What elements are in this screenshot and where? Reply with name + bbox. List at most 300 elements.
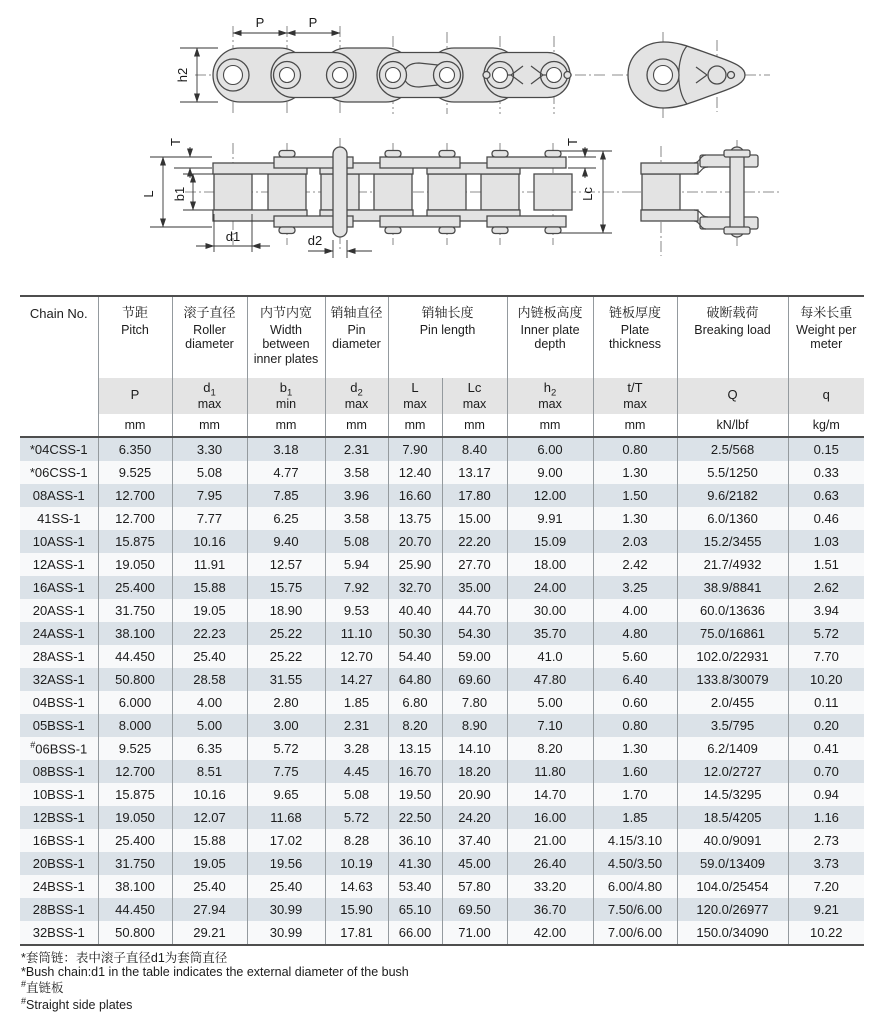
chain-no-cell: 16BSS-1 [32,833,85,848]
value-cell: 5.94 [325,553,388,576]
pin-diameter-label: d2 [307,233,323,248]
value-cell: 14.27 [325,668,388,691]
value-cell: 7.90 [388,437,442,461]
symbol-q: q [788,378,864,414]
value-cell: 25.400 [98,576,172,599]
value-cell: 44.450 [98,898,172,921]
value-cell: 14.5/3295 [677,783,788,806]
value-cell: 11.10 [325,622,388,645]
chain-no-header: Chain No. [20,296,98,437]
value-cell: 9.525 [98,461,172,484]
table-row [20,461,864,484]
value-cell: 3.96 [325,484,388,507]
value-cell: 50.30 [388,622,442,645]
value-cell: 69.50 [442,898,507,921]
value-cell: 21.7/4932 [677,553,788,576]
value-cell: 1.85 [593,806,677,829]
value-cell: 5.08 [325,783,388,806]
chain-no-cell: 28ASS-1 [32,649,85,664]
value-cell: 50.800 [98,668,172,691]
col-header-inner-plate-depth: 内链板高度 Inner plate depth [507,296,593,378]
value-cell: 1.30 [593,461,677,484]
value-cell: 5.5/1250 [677,461,788,484]
value-cell: 26.40 [507,852,593,875]
chain-no-cell: 08BSS-1 [32,764,85,779]
value-cell: 9.53 [325,599,388,622]
value-cell: 19.05 [172,599,247,622]
value-cell: 24.00 [507,576,593,599]
chain-no-cell: 08ASS-1 [32,488,85,503]
symbol-d2: $d_2$ max [325,378,388,414]
footnote-line: #Straight side plates [21,995,133,1012]
value-cell: 16.60 [388,484,442,507]
value-cell: 9.40 [247,530,325,553]
unit-cell: mm [593,414,677,437]
value-cell: 6.350 [98,437,172,461]
value-cell: 1.51 [788,553,864,576]
value-cell: 6.00/4.80 [593,875,677,898]
chain-no-cell: *06CSS-1 [29,465,88,480]
value-cell: 42.00 [507,921,593,945]
value-cell: 3.94 [788,599,864,622]
value-cell: 9.00 [507,461,593,484]
value-cell: 15.2/3455 [677,530,788,553]
symbol-b1: $b_1$ min [247,378,325,414]
chain-no-cell: #06BSS-1 [30,740,88,757]
table-row [20,576,864,599]
value-cell: 9.65 [247,783,325,806]
symbol-L: L max [388,378,442,414]
value-cell: 18.00 [507,553,593,576]
value-cell: 0.11 [788,691,864,714]
value-cell: 28.58 [172,668,247,691]
value-cell: 25.22 [247,622,325,645]
value-cell: 2.0/455 [677,691,788,714]
value-cell: 4.77 [247,461,325,484]
chain-no-cell: 32BSS-1 [32,925,85,940]
chain-drawings-svg [0,0,884,295]
value-cell: 6.25 [247,507,325,530]
unit-cell: mm [247,414,325,437]
value-cell: 27.94 [172,898,247,921]
value-cell: 3.28 [325,737,388,760]
value-cell: 30.00 [507,599,593,622]
value-cell: 25.400 [98,829,172,852]
value-cell: 0.46 [788,507,864,530]
value-cell: 3.30 [172,437,247,461]
value-cell: 12.700 [98,484,172,507]
value-cell: 5.00 [172,714,247,737]
inner-width-label: b1 [172,186,187,202]
table-row [20,921,864,945]
value-cell: 35.70 [507,622,593,645]
value-cell: 38.100 [98,875,172,898]
value-cell: 71.00 [442,921,507,945]
value-cell: 17.02 [247,829,325,852]
value-cell: 133.8/30079 [677,668,788,691]
value-cell: 13.17 [442,461,507,484]
unit-cell: mm [442,414,507,437]
value-cell: 12.00 [507,484,593,507]
value-cell: 3.58 [325,461,388,484]
value-cell: 6.40 [593,668,677,691]
value-cell: 7.10 [507,714,593,737]
chain-no-cell: 04BSS-1 [32,695,85,710]
spec-table-body [20,437,864,945]
chain-no-cell: 28BSS-1 [32,902,85,917]
value-cell: 6.00 [507,437,593,461]
value-cell: 9.525 [98,737,172,760]
value-cell: 38.100 [98,622,172,645]
value-cell: 5.72 [788,622,864,645]
value-cell: 5.72 [325,806,388,829]
value-cell: 2.31 [325,437,388,461]
value-cell: 102.0/22931 [677,645,788,668]
value-cell: 6.000 [98,691,172,714]
value-cell: 2.73 [788,829,864,852]
value-cell: 15.875 [98,530,172,553]
value-cell: 19.050 [98,806,172,829]
value-cell: 5.08 [325,530,388,553]
value-cell: 33.20 [507,875,593,898]
value-cell: 5.00 [507,691,593,714]
footnotes [21,951,884,1012]
chain-no-cell: *04CSS-1 [29,442,88,457]
value-cell: 18.5/4205 [677,806,788,829]
value-cell: 3.18 [247,437,325,461]
value-cell: 16.00 [507,806,593,829]
value-cell: 24.20 [442,806,507,829]
value-cell: 22.23 [172,622,247,645]
chain-no-cell: 10BSS-1 [32,787,85,802]
table-row [20,852,864,875]
value-cell: 8.000 [98,714,172,737]
value-cell: 14.70 [507,783,593,806]
chain-no-cell: 24BSS-1 [32,879,85,894]
value-cell: 4.00 [172,691,247,714]
col-header-plate-thickness: 链板厚度 Plate thickness [593,296,677,378]
table-row [20,645,864,668]
value-cell: 54.30 [442,622,507,645]
chain-no-cell: 12ASS-1 [32,557,85,572]
chain-no-cell: 12BSS-1 [32,810,85,825]
value-cell: 25.40 [247,875,325,898]
value-cell: 41.0 [507,645,593,668]
roller-diameter-label: d1 [225,229,241,244]
value-cell: 17.80 [442,484,507,507]
table-row [20,783,864,806]
value-cell: 3.00 [247,714,325,737]
value-cell: 31.750 [98,599,172,622]
value-cell: 2.42 [593,553,677,576]
value-cell: 50.800 [98,921,172,945]
value-cell: 47.80 [507,668,593,691]
value-cell: 120.0/26977 [677,898,788,921]
value-cell: 4.00 [593,599,677,622]
unit-cell: mm [388,414,442,437]
value-cell: 10.16 [172,783,247,806]
header-unit-row [20,414,864,437]
table-row [20,599,864,622]
table-row [20,875,864,898]
value-cell: 8.40 [442,437,507,461]
value-cell: 3.5/795 [677,714,788,737]
value-cell: 8.90 [442,714,507,737]
value-cell: 10.16 [172,530,247,553]
value-cell: 36.10 [388,829,442,852]
value-cell: 29.21 [172,921,247,945]
value-cell: 0.41 [788,737,864,760]
dimension-plate-thickness-right [565,138,596,178]
value-cell: 8.28 [325,829,388,852]
col-header-breaking-load: 破断载荷 Breaking load [677,296,788,378]
value-cell: 11.68 [247,806,325,829]
chain-no-cell: 32ASS-1 [32,672,85,687]
value-cell: 1.30 [593,737,677,760]
pitch-label: P [308,15,318,30]
unit-cell: kg/m [788,414,864,437]
col-header-inner-width: 内节内宽 Width between inner plates [247,296,325,378]
value-cell: 2.62 [788,576,864,599]
chain-no-cell: 24ASS-1 [32,626,85,641]
value-cell: 8.20 [388,714,442,737]
value-cell: 7.80 [442,691,507,714]
spec-table [20,295,864,946]
value-cell: 8.20 [507,737,593,760]
value-cell: 0.80 [593,437,677,461]
value-cell: 15.875 [98,783,172,806]
value-cell: 7.92 [325,576,388,599]
chain-no-cell: 41SS-1 [37,511,81,526]
value-cell: 31.750 [98,852,172,875]
value-cell: 13.15 [388,737,442,760]
table-row [20,484,864,507]
value-cell: 59.0/13409 [677,852,788,875]
value-cell: 16.70 [388,760,442,783]
value-cell: 6.0/1360 [677,507,788,530]
symbol-Lc: Lc max [442,378,507,414]
footnote-line: *Bush chain:d1 in the table indicates the external diameter of the bush [21,965,409,980]
col-header-weight: 每米长重 Weight per meter [788,296,864,378]
plan-view-diagram [141,138,782,258]
value-cell: 10.20 [788,668,864,691]
value-cell: 20.70 [388,530,442,553]
value-cell: 25.40 [172,645,247,668]
value-cell: 3.73 [788,852,864,875]
value-cell: 11.91 [172,553,247,576]
value-cell: 1.30 [593,507,677,530]
value-cell: 40.40 [388,599,442,622]
value-cell: 4.45 [325,760,388,783]
value-cell: 2.31 [325,714,388,737]
value-cell: 12.40 [388,461,442,484]
value-cell: 104.0/25454 [677,875,788,898]
value-cell: 9.91 [507,507,593,530]
value-cell: 54.40 [388,645,442,668]
table-row [20,553,864,576]
plate-thickness-label: T [168,138,183,146]
value-cell: 20.90 [442,783,507,806]
value-cell: 30.99 [247,921,325,945]
value-cell: 15.90 [325,898,388,921]
value-cell: 45.00 [442,852,507,875]
rollers-plan [214,174,572,210]
value-cell: 66.00 [388,921,442,945]
col-header-roller-diameter: 滚子直径 Roller diameter [172,296,247,378]
value-cell: 150.0/34090 [677,921,788,945]
value-cell: 3.58 [325,507,388,530]
table-row [20,530,864,553]
value-cell: 31.55 [247,668,325,691]
value-cell: 15.75 [247,576,325,599]
value-cell: 0.94 [788,783,864,806]
value-cell: 6.80 [388,691,442,714]
col-header-pin-diameter: 销轴直径 Pin diameter [325,296,388,378]
value-cell: 2.5/568 [677,437,788,461]
value-cell: 1.03 [788,530,864,553]
value-cell: 30.99 [247,898,325,921]
header-symbol-row [20,378,864,414]
value-cell: 12.700 [98,760,172,783]
value-cell: 1.16 [788,806,864,829]
value-cell: 2.80 [247,691,325,714]
table-row [20,691,864,714]
value-cell: 64.80 [388,668,442,691]
col-header-pitch: 节距 Pitch [98,296,172,378]
value-cell: 19.56 [247,852,325,875]
col-header-pin-length: 销轴长度 Pin length [388,296,507,378]
value-cell: 0.70 [788,760,864,783]
chain-diagrams [0,0,884,295]
value-cell: 1.85 [325,691,388,714]
value-cell: 41.30 [388,852,442,875]
value-cell: 59.00 [442,645,507,668]
value-cell: 36.70 [507,898,593,921]
value-cell: 32.70 [388,576,442,599]
value-cell: 15.88 [172,576,247,599]
value-cell: 12.700 [98,507,172,530]
value-cell: 75.0/16861 [677,622,788,645]
value-cell: 35.00 [442,576,507,599]
symbol-P: P [98,378,172,414]
value-cell: 4.50/3.50 [593,852,677,875]
table-row [20,437,864,461]
chain-no-cell: 20ASS-1 [32,603,85,618]
value-cell: 5.60 [593,645,677,668]
value-cell: 7.77 [172,507,247,530]
value-cell: 7.95 [172,484,247,507]
dimension-plate-thickness-left [150,138,212,178]
value-cell: 19.05 [172,852,247,875]
value-cell: 60.0/13636 [677,599,788,622]
footnote-mark: # [30,740,36,751]
value-cell: 0.63 [788,484,864,507]
spec-table-header [20,296,864,437]
value-cell: 27.70 [442,553,507,576]
pin-length-c-label: Lc [580,187,595,201]
table-row [20,898,864,921]
chain-no-cell: 16ASS-1 [32,580,85,595]
value-cell: 17.81 [325,921,388,945]
value-cell: 22.20 [442,530,507,553]
value-cell: 7.50/6.00 [593,898,677,921]
symbol-h2: $h_2$ max [507,378,593,414]
table-row [20,806,864,829]
unit-cell: mm [507,414,593,437]
value-cell: 44.70 [442,599,507,622]
value-cell: 0.20 [788,714,864,737]
value-cell: 13.75 [388,507,442,530]
value-cell: 9.21 [788,898,864,921]
value-cell: 7.85 [247,484,325,507]
value-cell: 2.03 [593,530,677,553]
plate-thickness-label: T [565,138,580,146]
value-cell: 22.50 [388,806,442,829]
value-cell: 8.51 [172,760,247,783]
value-cell: 25.40 [172,875,247,898]
value-cell: 6.2/1409 [677,737,788,760]
table-row [20,622,864,645]
value-cell: 69.60 [442,668,507,691]
value-cell: 7.20 [788,875,864,898]
value-cell: 14.63 [325,875,388,898]
value-cell: 21.00 [507,829,593,852]
value-cell: 4.80 [593,622,677,645]
value-cell: 10.19 [325,852,388,875]
plate-depth-label: h2 [175,67,190,83]
pitch-label: P [255,15,265,30]
symbol-d1: $d_1$ max [172,378,247,414]
table-row [20,507,864,530]
value-cell: 57.80 [442,875,507,898]
footnote-line: *套筒链：表中滚子直径d1为套筒直径 [21,951,228,965]
value-cell: 12.0/2727 [677,760,788,783]
footnote-mark: # [21,979,27,990]
symbol-Q: Q [677,378,788,414]
value-cell: 7.00/6.00 [593,921,677,945]
value-cell: 40.0/9091 [677,829,788,852]
value-cell: 12.70 [325,645,388,668]
value-cell: 44.450 [98,645,172,668]
connecting-pin [333,147,347,237]
value-cell: 4.15/3.10 [593,829,677,852]
value-cell: 19.50 [388,783,442,806]
value-cell: 11.80 [507,760,593,783]
offset-link-plan [630,140,782,256]
value-cell: 3.25 [593,576,677,599]
dimension-pitch [233,15,340,33]
value-cell: 1.70 [593,783,677,806]
value-cell: 1.60 [593,760,677,783]
value-cell: 18.20 [442,760,507,783]
single-link-side [612,32,770,118]
value-cell: 65.10 [388,898,442,921]
table-row [20,829,864,852]
value-cell: 15.88 [172,829,247,852]
value-cell: 0.15 [788,437,864,461]
value-cell: 12.57 [247,553,325,576]
value-cell: 14.10 [442,737,507,760]
side-view-diagram [175,15,770,118]
value-cell: 6.35 [172,737,247,760]
value-cell: 7.70 [788,645,864,668]
value-cell: 18.90 [247,599,325,622]
chain-no-cell: 10ASS-1 [32,534,85,549]
value-cell: 5.72 [247,737,325,760]
value-cell: 0.33 [788,461,864,484]
value-cell: 15.09 [507,530,593,553]
unit-cell: mm [98,414,172,437]
